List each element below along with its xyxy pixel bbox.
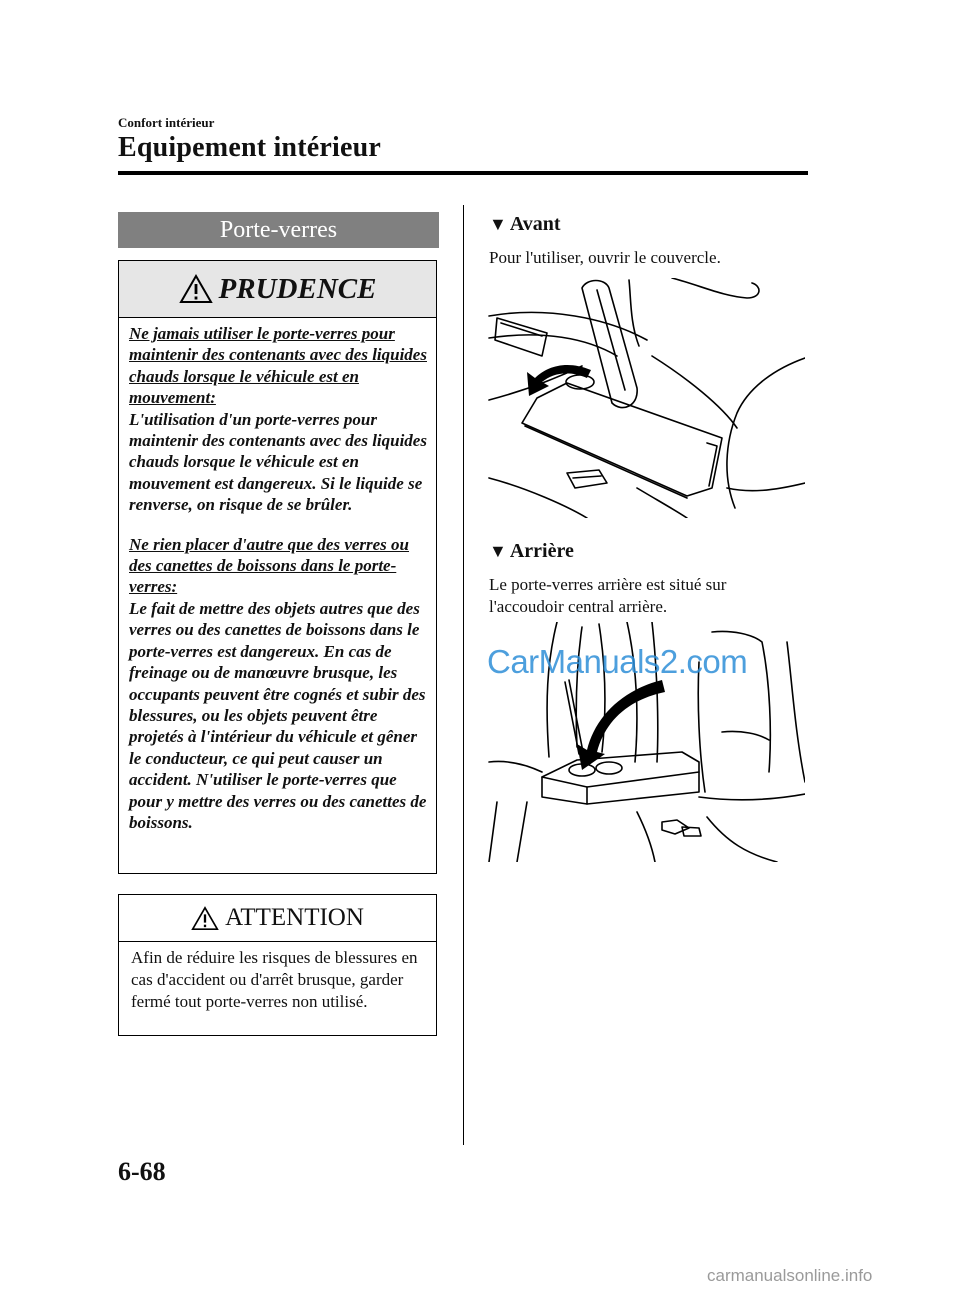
attention-header (119, 895, 436, 942)
front-heading-text: Avant (509, 213, 561, 235)
attention-label: ATTENTION (225, 904, 364, 931)
front-heading (489, 213, 561, 236)
title-rule (118, 171, 808, 175)
footer-site-text: carmanualsonline.info (707, 1266, 873, 1285)
warning-triangle-icon (191, 906, 219, 931)
prudence-para2-heading: Ne rien placer d'autre que des verres ou des canettes de boissons dans le porte-verres: (129, 534, 410, 597)
front-text: Pour l'utiliser, ouvrir le couvercle. (489, 248, 721, 267)
rear-heading-text: Arrière (509, 540, 574, 562)
watermark-text: CarManuals2.com (487, 643, 748, 680)
front-cupholder-illustration (487, 278, 805, 518)
triangle-bullet-icon: ▼ (489, 541, 507, 561)
prudence-header (119, 261, 436, 318)
prudence-box (118, 260, 437, 874)
prudence-para1-heading: Ne jamais utiliser le porte-verres pour maintenir des contenants avec des liquides chauds lorsque le véhicule est en mouvement: (129, 324, 427, 408)
page-number: 6-68 (118, 1157, 166, 1186)
attention-body: Afin de réduire les risques de blessures en cas d'accident ou d'arrêt brusque, garder fermé tout porte-verres non utilisé. (131, 948, 418, 1011)
attention-box (118, 894, 437, 1036)
prudence-para2-body: Le fait de mettre des objets autres que des verres ou des canettes de boissons dans le porte-verres est dangereux. En cas de freinage ou de manœuvre brusque, les occupants peuvent être cognés et subir des blessures, ou les objets peuvent être projetés à l'intérieur du véhicule et gêner le conducteur, ce qui peut causer un accident. N'utiliser le porte-verres que pour y mettre des verres ou des canettes de boissons. (129, 598, 427, 832)
rear-text: Le porte-verres arrière est situé sur l'accoudoir central arrière. (489, 575, 727, 616)
page-title: Equipement intérieur (118, 132, 381, 163)
warning-triangle-icon (179, 274, 213, 304)
topic-title: Porte-verres (118, 212, 439, 248)
prudence-label: PRUDENCE (218, 272, 377, 305)
triangle-bullet-icon: ▼ (489, 214, 507, 234)
prudence-para1-body: L'utilisation d'un porte-verres pour maintenir des contenants avec des liquides chauds lorsque le véhicule est en mouvement est dangereux. Si le liquide se renverse, on risque de se brûler. (129, 409, 427, 515)
column-divider (463, 205, 464, 1145)
rear-heading (489, 540, 574, 563)
section-label: Confort intérieur (118, 115, 215, 130)
prudence-body (129, 323, 430, 833)
